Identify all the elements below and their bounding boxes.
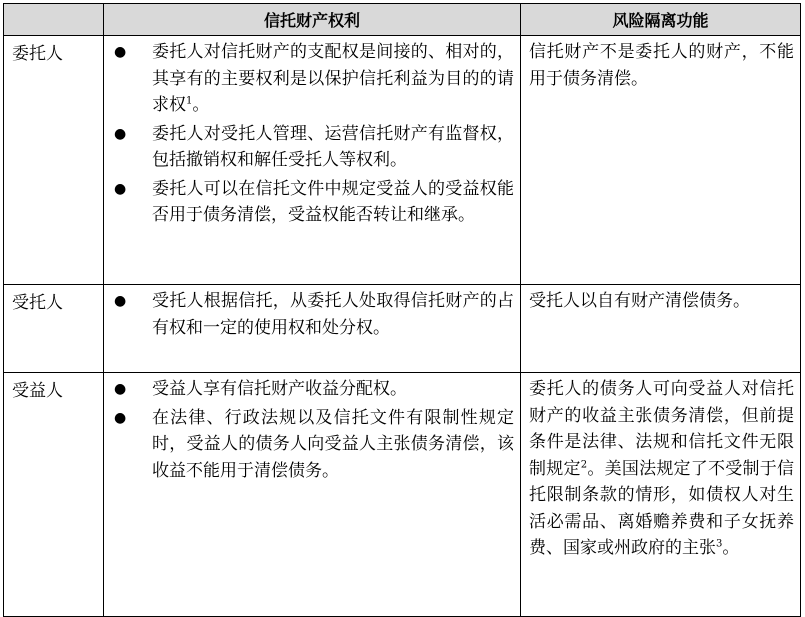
function-cell: [521, 373, 801, 617]
table-row-settlor: [4, 36, 801, 285]
header-trust-property-rights: 信托财产权利: [104, 4, 521, 36]
function-cell: [521, 36, 801, 285]
footnote-ref: 2: [580, 458, 588, 470]
function-text: 委托人的债务人可向受益人对信托财产的收益主张债务清偿，但前提条件是法律、法规和信托文件无限制规定: [529, 379, 794, 479]
rights-list: [104, 288, 514, 341]
trust-property-table: [3, 3, 801, 617]
function-text: 。美国法规定了不受制于信托限制条款的情形，如债权人对生活必需品、离婚赡养费和子女抚养费、国家或州政府的主张: [529, 458, 795, 558]
list-item: [104, 39, 514, 119]
role-cell: 受托人: [4, 285, 104, 373]
function-text: 信托财产不是委托人的财产，不能用于债务清偿。: [529, 42, 794, 89]
right-text: 受益人享有信托财产收益分配权。: [152, 379, 407, 399]
list-item: [104, 288, 514, 341]
rights-list: [104, 39, 514, 229]
right-text: 委托人可以在信托文件中规定受益人的受益权能否用于债务清偿，受益权能否转让和继承。: [152, 178, 514, 225]
end-mark: 。: [192, 95, 210, 115]
header-row: [4, 4, 801, 36]
table-row-trustee: [4, 285, 801, 373]
bullet-icon: ●: [114, 44, 127, 60]
rights-list: [104, 376, 514, 484]
bullet-icon: ●: [114, 125, 127, 142]
list-item: [104, 405, 514, 485]
right-text: 在法律、行政法规以及信托文件有限制性规定时，受益人的债务人向受益人主张债务清偿，该收益不能用于清偿债务。: [152, 407, 514, 481]
role-cell: 委托人: [4, 36, 104, 285]
function-cell: [521, 285, 801, 373]
footnote-ref: 3: [716, 538, 723, 550]
bullet-icon: ●: [114, 293, 127, 309]
bullet-icon: ●: [114, 409, 127, 426]
footnote-ref: 1: [186, 95, 193, 107]
rights-cell: [104, 285, 521, 373]
bullet-icon: ●: [114, 381, 127, 397]
end-mark: 。: [722, 538, 740, 558]
table-row-beneficiary: [4, 373, 801, 617]
right-text: 委托人对受托人管理、运营信托财产有监督权，包括撤销权和解任受托人等权利。: [152, 123, 514, 170]
header-role: [4, 4, 104, 36]
bullet-icon: ●: [114, 180, 127, 197]
rights-cell: [104, 36, 521, 285]
list-item: [104, 176, 514, 229]
function-text: 受托人以自有财产清偿债务。: [529, 291, 750, 311]
right-text: 委托人对信托财产的支配权是间接的、相对的，其享有的主要权利是以保护信托利益为目的的请求权: [152, 42, 514, 115]
list-item: [104, 376, 514, 403]
role-cell: 受益人: [4, 373, 104, 617]
right-text: 受托人根据信托，从委托人处取得信托财产的占有权和一定的使用权和处分权。: [152, 291, 514, 338]
list-item: [104, 121, 514, 174]
header-risk-isolation: 风险隔离功能: [521, 4, 801, 36]
rights-cell: [104, 373, 521, 617]
